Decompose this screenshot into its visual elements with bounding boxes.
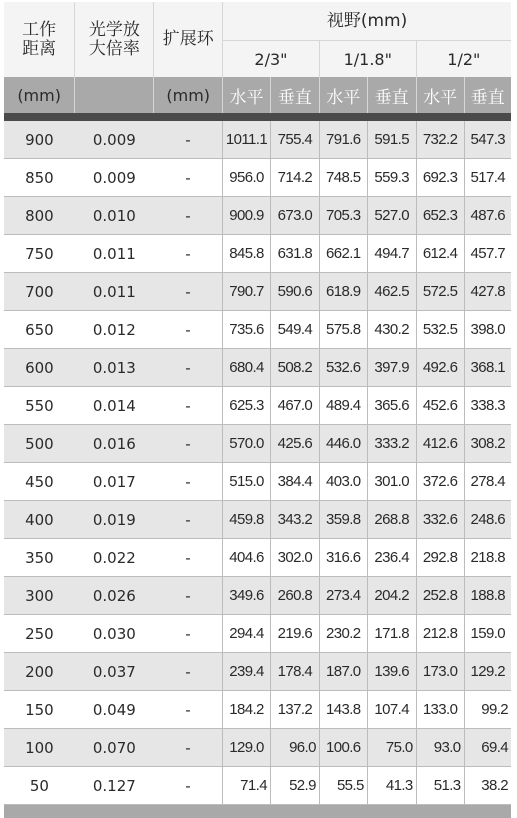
fov-1-2-horizontal-cell: 452.6	[416, 387, 464, 425]
magnification-cell: 0.019	[75, 501, 154, 539]
fov-1-2-vertical-cell: 248.6	[464, 501, 511, 539]
fov-1-2-horizontal-cell: 51.3	[416, 767, 464, 805]
working-distance-cell: 800	[4, 197, 75, 235]
table-row	[4, 349, 511, 387]
working-distance-cell: 400	[4, 501, 75, 539]
fov-1-1-8-horizontal-cell: 55.5	[319, 767, 367, 805]
extension-ring-cell: -	[154, 121, 223, 159]
working-distance-cell: 150	[4, 691, 75, 729]
fov-1-1-8-vertical-cell: 107.4	[367, 691, 416, 729]
magnification-cell: 0.026	[75, 577, 154, 615]
horizontal-header: 水平	[223, 77, 271, 113]
fov-1-2-horizontal-cell: 372.6	[416, 463, 464, 501]
fov-1-1-8-vertical-cell: 236.4	[367, 539, 416, 577]
fov-2-3-vertical-cell: 631.8	[270, 235, 319, 273]
fov-1-1-8-horizontal-cell: 575.8	[319, 311, 367, 349]
magnification-cell: 0.127	[75, 767, 154, 805]
table-row	[4, 235, 511, 273]
fov-2-3-horizontal-cell: 71.4	[223, 767, 271, 805]
fov-1-1-8-vertical-cell: 365.6	[367, 387, 416, 425]
table-row	[4, 463, 511, 501]
extension-ring-cell: -	[154, 159, 223, 197]
table-header	[4, 2, 511, 121]
table-row	[4, 615, 511, 653]
extension-ring-cell: -	[154, 425, 223, 463]
fov-1-2-vertical-cell: 218.8	[464, 539, 511, 577]
fov-1-2-horizontal-cell: 492.6	[416, 349, 464, 387]
magnification-cell: 0.030	[75, 615, 154, 653]
table-row	[4, 273, 511, 311]
magnification-cell: 0.049	[75, 691, 154, 729]
fov-1-2-horizontal-cell: 652.3	[416, 197, 464, 235]
fov-1-1-8-horizontal-cell: 273.4	[319, 577, 367, 615]
working-distance-cell: 550	[4, 387, 75, 425]
fov-1-2-horizontal-cell: 412.6	[416, 425, 464, 463]
fov-1-1-8-horizontal-cell: 532.6	[319, 349, 367, 387]
fov-2-3-vertical-cell: 302.0	[270, 539, 319, 577]
fov-2-3-vertical-cell: 178.4	[270, 653, 319, 691]
working-distance-cell: 700	[4, 273, 75, 311]
magnification-cell: 0.010	[75, 197, 154, 235]
fov-1-1-8-vertical-cell: 139.6	[367, 653, 416, 691]
magnification-cell: 0.014	[75, 387, 154, 425]
magnification-cell: 0.011	[75, 273, 154, 311]
fov-1-2-horizontal-cell: 572.5	[416, 273, 464, 311]
fov-2-3-horizontal-cell: 790.7	[223, 273, 271, 311]
extension-ring-cell: -	[154, 729, 223, 767]
table-row	[4, 539, 511, 577]
unit-header-wd: (mm)	[4, 77, 75, 113]
fov-1-1-8-vertical-cell: 462.5	[367, 273, 416, 311]
table-row	[4, 121, 511, 159]
table-row	[4, 311, 511, 349]
table-footer-bar	[4, 805, 511, 818]
fov-1-1-8-horizontal-cell: 662.1	[319, 235, 367, 273]
fov-1-1-8-horizontal-cell: 187.0	[319, 653, 367, 691]
magnification-cell: 0.070	[75, 729, 154, 767]
fov-1-1-8-vertical-cell: 527.0	[367, 197, 416, 235]
fov-1-2-horizontal-cell: 212.8	[416, 615, 464, 653]
fov-1-1-8-vertical-cell: 41.3	[367, 767, 416, 805]
fov-2-3-vertical-cell: 590.6	[270, 273, 319, 311]
fov-1-2-vertical-cell: 547.3	[464, 121, 511, 159]
fov-1-2-vertical-cell: 368.1	[464, 349, 511, 387]
fov-1-1-8-vertical-cell: 301.0	[367, 463, 416, 501]
fov-1-2-vertical-cell: 38.2	[464, 767, 511, 805]
fov-1-1-8-vertical-cell: 75.0	[367, 729, 416, 767]
vertical-header: 垂直	[367, 77, 416, 113]
fov-1-2-horizontal-cell: 173.0	[416, 653, 464, 691]
table-row	[4, 197, 511, 235]
fov-1-2-horizontal-cell: 532.5	[416, 311, 464, 349]
extension-ring-header: 扩展环	[154, 2, 223, 77]
fov-1-1-8-horizontal-cell: 230.2	[319, 615, 367, 653]
unit-header-ext: (mm)	[154, 77, 223, 113]
working-distance-cell: 450	[4, 463, 75, 501]
working-distance-cell: 350	[4, 539, 75, 577]
magnification-cell: 0.009	[75, 121, 154, 159]
magnification-cell: 0.009	[75, 159, 154, 197]
fov-1-2-vertical-cell: 159.0	[464, 615, 511, 653]
fov-2-3-vertical-cell: 384.4	[270, 463, 319, 501]
fov-2-3-horizontal-cell: 129.0	[223, 729, 271, 767]
fov-2-3-horizontal-cell: 184.2	[223, 691, 271, 729]
fov-1-2-horizontal-cell: 133.0	[416, 691, 464, 729]
header-separator	[4, 113, 511, 121]
field-of-view-header: 视野(mm)	[223, 2, 511, 41]
fov-1-2-vertical-cell: 278.4	[464, 463, 511, 501]
fov-1-1-8-horizontal-cell: 316.6	[319, 539, 367, 577]
fov-2-3-horizontal-cell: 900.9	[223, 197, 271, 235]
working-distance-cell: 600	[4, 349, 75, 387]
working-distance-cell: 100	[4, 729, 75, 767]
fov-1-2-vertical-cell: 398.0	[464, 311, 511, 349]
fov-1-1-8-horizontal-cell: 143.8	[319, 691, 367, 729]
magnification-cell: 0.017	[75, 463, 154, 501]
extension-ring-cell: -	[154, 235, 223, 273]
fov-1-1-8-vertical-cell: 397.9	[367, 349, 416, 387]
fov-2-3-horizontal-cell: 349.6	[223, 577, 271, 615]
fov-2-3-vertical-cell: 219.6	[270, 615, 319, 653]
magnification-cell: 0.016	[75, 425, 154, 463]
horizontal-header: 水平	[416, 77, 464, 113]
table-row	[4, 767, 511, 805]
fov-1-2-vertical-cell: 517.4	[464, 159, 511, 197]
fov-2-3-vertical-cell: 714.2	[270, 159, 319, 197]
fov-2-3-vertical-cell: 260.8	[270, 577, 319, 615]
fov-2-3-horizontal-cell: 845.8	[223, 235, 271, 273]
table-row	[4, 425, 511, 463]
sensor-header-2-3: 2/3"	[223, 41, 320, 78]
fov-1-2-vertical-cell: 427.8	[464, 273, 511, 311]
extension-ring-cell: -	[154, 577, 223, 615]
table-row	[4, 387, 511, 425]
fov-1-2-vertical-cell: 457.7	[464, 235, 511, 273]
fov-1-1-8-horizontal-cell: 748.5	[319, 159, 367, 197]
fov-2-3-vertical-cell: 52.9	[270, 767, 319, 805]
working-distance-cell: 850	[4, 159, 75, 197]
fov-1-1-8-horizontal-cell: 359.8	[319, 501, 367, 539]
fov-1-2-vertical-cell: 188.8	[464, 577, 511, 615]
extension-ring-cell: -	[154, 197, 223, 235]
fov-table-container	[4, 2, 511, 818]
magnification-cell: 0.011	[75, 235, 154, 273]
fov-2-3-horizontal-cell: 956.0	[223, 159, 271, 197]
fov-2-3-vertical-cell: 467.0	[270, 387, 319, 425]
fov-2-3-vertical-cell: 549.4	[270, 311, 319, 349]
fov-1-1-8-vertical-cell: 430.2	[367, 311, 416, 349]
fov-1-2-vertical-cell: 99.2	[464, 691, 511, 729]
fov-2-3-horizontal-cell: 570.0	[223, 425, 271, 463]
fov-1-2-vertical-cell: 487.6	[464, 197, 511, 235]
fov-2-3-vertical-cell: 755.4	[270, 121, 319, 159]
extension-ring-cell: -	[154, 539, 223, 577]
fov-1-1-8-vertical-cell: 591.5	[367, 121, 416, 159]
fov-2-3-vertical-cell: 673.0	[270, 197, 319, 235]
fov-1-1-8-horizontal-cell: 705.3	[319, 197, 367, 235]
fov-1-1-8-vertical-cell: 494.7	[367, 235, 416, 273]
extension-ring-cell: -	[154, 273, 223, 311]
fov-1-2-vertical-cell: 69.4	[464, 729, 511, 767]
extension-ring-cell: -	[154, 615, 223, 653]
fov-1-1-8-horizontal-cell: 100.6	[319, 729, 367, 767]
magnification-cell: 0.022	[75, 539, 154, 577]
sensor-header-1-1-8: 1/1.8"	[319, 41, 416, 78]
table-row	[4, 653, 511, 691]
fov-1-2-vertical-cell: 338.3	[464, 387, 511, 425]
fov-2-3-horizontal-cell: 239.4	[223, 653, 271, 691]
table-row	[4, 159, 511, 197]
fov-2-3-horizontal-cell: 515.0	[223, 463, 271, 501]
extension-ring-cell: -	[154, 349, 223, 387]
fov-1-2-vertical-cell: 129.2	[464, 653, 511, 691]
fov-1-2-horizontal-cell: 252.8	[416, 577, 464, 615]
fov-1-2-horizontal-cell: 332.6	[416, 501, 464, 539]
extension-ring-cell: -	[154, 767, 223, 805]
fov-2-3-horizontal-cell: 459.8	[223, 501, 271, 539]
magnification-header: 光学放 大倍率	[75, 2, 154, 77]
working-distance-header: 工作 距离	[4, 2, 75, 77]
fov-1-1-8-vertical-cell: 171.8	[367, 615, 416, 653]
extension-ring-cell: -	[154, 463, 223, 501]
fov-2-3-horizontal-cell: 625.3	[223, 387, 271, 425]
fov-1-2-horizontal-cell: 732.2	[416, 121, 464, 159]
table-row	[4, 501, 511, 539]
fov-1-1-8-vertical-cell: 204.2	[367, 577, 416, 615]
fov-1-1-8-horizontal-cell: 446.0	[319, 425, 367, 463]
fov-2-3-horizontal-cell: 294.4	[223, 615, 271, 653]
fov-2-3-vertical-cell: 137.2	[270, 691, 319, 729]
fov-1-1-8-vertical-cell: 268.8	[367, 501, 416, 539]
working-distance-cell: 750	[4, 235, 75, 273]
fov-1-2-horizontal-cell: 612.4	[416, 235, 464, 273]
fov-1-2-horizontal-cell: 292.8	[416, 539, 464, 577]
working-distance-cell: 500	[4, 425, 75, 463]
table-row	[4, 729, 511, 767]
extension-ring-cell: -	[154, 691, 223, 729]
working-distance-cell: 900	[4, 121, 75, 159]
magnification-cell: 0.013	[75, 349, 154, 387]
fov-1-1-8-horizontal-cell: 791.6	[319, 121, 367, 159]
extension-ring-cell: -	[154, 501, 223, 539]
working-distance-cell: 300	[4, 577, 75, 615]
fov-2-3-vertical-cell: 343.2	[270, 501, 319, 539]
table-row	[4, 691, 511, 729]
working-distance-cell: 250	[4, 615, 75, 653]
fov-2-3-vertical-cell: 96.0	[270, 729, 319, 767]
extension-ring-cell: -	[154, 387, 223, 425]
extension-ring-cell: -	[154, 311, 223, 349]
fov-1-2-horizontal-cell: 93.0	[416, 729, 464, 767]
horizontal-header: 水平	[319, 77, 367, 113]
fov-2-3-vertical-cell: 425.6	[270, 425, 319, 463]
fov-2-3-horizontal-cell: 735.6	[223, 311, 271, 349]
fov-2-3-horizontal-cell: 404.6	[223, 539, 271, 577]
fov-2-3-vertical-cell: 508.2	[270, 349, 319, 387]
fov-2-3-horizontal-cell: 1011.1	[223, 121, 271, 159]
extension-ring-cell: -	[154, 653, 223, 691]
fov-1-1-8-horizontal-cell: 489.4	[319, 387, 367, 425]
unit-header-mag	[75, 77, 154, 113]
sensor-header-1-2: 1/2"	[416, 41, 511, 78]
table-body	[4, 121, 511, 805]
fov-1-1-8-vertical-cell: 559.3	[367, 159, 416, 197]
working-distance-cell: 650	[4, 311, 75, 349]
vertical-header: 垂直	[270, 77, 319, 113]
magnification-cell: 0.012	[75, 311, 154, 349]
magnification-cell: 0.037	[75, 653, 154, 691]
working-distance-cell: 50	[4, 767, 75, 805]
vertical-header: 垂直	[464, 77, 511, 113]
fov-table	[4, 2, 511, 818]
fov-1-2-horizontal-cell: 692.3	[416, 159, 464, 197]
table-row	[4, 577, 511, 615]
working-distance-cell: 200	[4, 653, 75, 691]
fov-1-1-8-vertical-cell: 333.2	[367, 425, 416, 463]
fov-1-1-8-horizontal-cell: 403.0	[319, 463, 367, 501]
fov-1-1-8-horizontal-cell: 618.9	[319, 273, 367, 311]
fov-1-2-vertical-cell: 308.2	[464, 425, 511, 463]
fov-2-3-horizontal-cell: 680.4	[223, 349, 271, 387]
